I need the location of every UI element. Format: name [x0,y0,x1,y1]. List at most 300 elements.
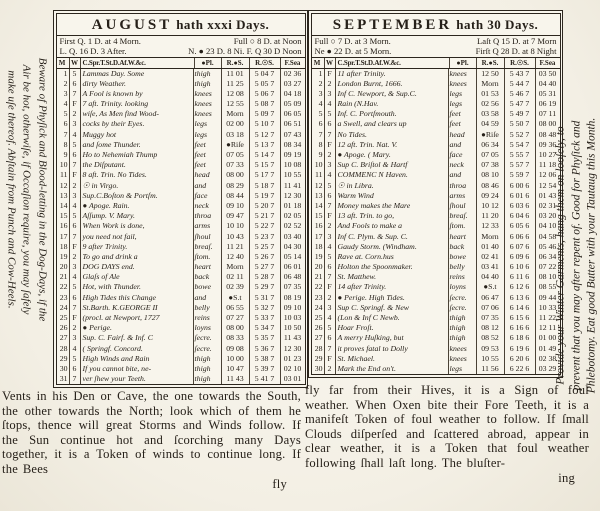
sun-rise-set: 5 44 7 [505,79,536,89]
day-number: 29 [57,354,70,364]
day-notes: cocks by their Eyes. [81,119,194,129]
day-notes: wiſe, As Men find Wood- [81,109,194,119]
calendar-day-row [57,242,305,252]
day-number: 22 [57,282,70,292]
sun-rise-set: 5 12 7 [250,130,281,140]
column-header-cell: R.☉S. [250,58,281,68]
sun-rise-set: 6 19 6 [505,344,536,354]
weekday-letter: 5 [70,140,81,150]
day-notes: Sup C. Springf. & New [336,303,449,313]
day-number: 19 [312,252,325,262]
day-notes: Lammas Day. Some [81,69,194,79]
moon-place: back [449,242,477,252]
calendar-day-row [312,344,560,354]
day-number: 24 [57,303,70,313]
full-sea-time: 04 40 [538,78,557,88]
moon-time: 08 12 [477,323,505,333]
sun-rise-set: 5 05 7 [250,79,281,89]
column-header-cell: F.Sea [284,58,301,67]
sun-rise-set: 5 39 7 [250,364,281,374]
day-number: 10 [57,160,70,170]
moon-time: 08 33 [222,333,250,343]
weekday-letter: F [70,99,81,109]
moon-time: 09 08 [222,344,250,354]
column-header-cell: W [325,58,336,68]
day-notes: Inf. C. Portſmouth. [336,109,449,119]
moon-time: 06 34 [477,140,505,150]
full-sea-time: 07 22 [538,262,557,272]
sun-rise-set: 5 43 7 [505,69,536,79]
day-notes: 9 after Trinity. [81,242,194,252]
moon-place: ſecre. [194,333,222,343]
moon-time: 08 46 [477,181,505,191]
day-notes: St.Barth. K.GEORGE II [81,303,194,313]
full-sea-time: 03 40 [283,231,302,241]
day-notes: it proves fatal to Dolly [336,344,449,354]
margin-note-line: Beware of Phyſick and Blood-letting in the Dog-Days, if the [36,57,49,322]
moon-time: ●Riſe [477,130,505,140]
weekday-letter: 2 [70,109,81,119]
day-notes: London Burnt, 1666. [336,79,449,89]
full-sea-time: 07 11 [538,109,557,119]
right-margin-note [554,56,600,456]
moon-place: head [194,170,222,180]
weekday-letter: 3 [70,191,81,201]
day-number: 29 [312,354,325,364]
weekday-letter: 3 [325,303,336,313]
paragraph-text: fly far from their Hives, it is a Sign of foul weather. When Oxen bite their Fore Teeth, it is a manifeſt Token of foul weather to follow. If ſmall Clouds diſperſed and ſcattered abroad, appear in clear weather, it is a Token that foul weather following ſhall laſt long. The bluſter- [305,383,589,470]
weekday-letter: 4 [325,242,336,252]
phase-entry: Full ○ 7 D. at 3 Morn. [314,35,391,46]
moon-time: 03 18 [222,130,250,140]
moon-place: knees [194,109,222,119]
moon-time: 10 43 [222,232,250,242]
full-sea-time: 06 05 [283,109,302,119]
sun-rise-set: 6 07 6 [505,242,536,252]
calendar-day-row [312,221,560,231]
phase-line [315,36,557,47]
day-notes: Sup. C. Fairf. & Inf. C [81,333,194,343]
calendar-day-row [57,313,305,323]
moon-place: back [194,272,222,282]
sun-rise-set: 5 27 7 [250,262,281,272]
column-header-cell: C.Spr.T.St.D.Af.W.&c. [336,58,450,68]
sun-rise-set: 5 04 7 [250,69,281,79]
day-number: 3 [312,89,325,99]
day-notes: Inf C. Newport, & Sup.C. [336,89,449,99]
day-number: 25 [312,313,325,323]
moon-place: neck [194,201,222,211]
month-title-rest: hath xxxi Days. [176,16,270,32]
calendar-day-row [57,272,305,282]
day-notes: COMMENC N Haven. [336,170,449,180]
moon-time: 08 00 [222,170,250,180]
day-number: 4 [57,99,70,109]
full-sea-time: 05 46 [538,241,557,251]
moon-place: loyns [194,323,222,333]
weekday-letter: 3 [325,160,336,170]
calendar-day-row [57,354,305,364]
day-notes: 13 aft. Trin. to go, [336,211,449,221]
moon-time: 12 40 [222,252,250,262]
day-number: 17 [57,232,70,242]
sun-rise-set: 5 15 7 [250,160,281,170]
day-number: 12 [312,181,325,191]
calendar-day-row [57,333,305,343]
sun-rise-set: 5 21 7 [250,211,281,221]
moon-time: 03 41 [477,262,505,272]
weekday-letter: 6 [325,262,336,272]
weekday-letter: F [70,313,81,323]
moon-place: belly [449,262,477,272]
moon-place: ſecre. [194,344,222,354]
moon-time: 11 25 [222,79,250,89]
full-sea-time: 07 43 [283,129,302,139]
moon-time: 08 44 [222,191,250,201]
weekday-letter: 2 [70,181,81,191]
calendar-day-row [312,211,560,221]
paragraph-text: Vents in his Den or Cave, the one towards the South, the other towards the North; look which of them he ſtops, thence will great Storms and Winds follow. If the Sun continue hot and ſcorching many Days together, it is a Token of winds to continue long. If the Bees [2,389,301,476]
day-number: 8 [312,140,325,150]
full-sea-time: 10 55 [283,170,302,180]
day-number: 5 [57,109,70,119]
sun-rise-set: 6 09 6 [505,252,536,262]
moon-time: 08 52 [477,333,505,343]
day-notes: ● Apoge. Rain. [81,201,194,211]
weekday-letter: 6 [70,79,81,89]
column-header-cell: R.☉S. [505,58,536,68]
weekday-letter: 6 [70,150,81,160]
day-notes: When Work is done, [81,221,194,231]
full-sea-time: 12 11 [538,323,557,333]
sun-rise-set: 5 18 7 [250,181,281,191]
weekday-letter: 2 [70,252,81,262]
moon-time: 09 47 [222,211,250,221]
calendar-rows [312,69,560,375]
phase-entry: N. ● 23 D. 8 Ni. F. Q 30 D Noon [188,46,302,56]
day-number: 19 [57,252,70,262]
calendar-day-row [312,293,560,303]
day-number: 2 [57,79,70,89]
calendar-rows [57,69,305,385]
day-number: 9 [57,150,70,160]
sun-rise-set: 5 36 7 [250,344,281,354]
sun-rise-set: 5 13 7 [250,140,281,150]
full-sea-time: 11 18 [538,160,557,170]
sun-rise-set: 6 06 6 [505,232,536,242]
weekday-letter: 7 [70,303,81,313]
day-notes: High Winds and Rain [81,354,194,364]
weekday-letter: 7 [70,89,81,99]
sun-rise-set: 5 54 7 [505,140,536,150]
calendar-day-row [57,191,305,201]
phase-line [60,36,302,47]
day-notes: Warm Wind [336,191,449,201]
column-header-row [312,58,560,69]
weekday-letter: 4 [325,99,336,109]
sun-rise-set: 5 59 7 [505,170,536,180]
full-sea-time: 03 01 [283,374,302,384]
moon-time: 10 00 [222,354,250,364]
moon-time: 02 11 [222,272,250,282]
day-notes: To go and drink a [81,252,194,262]
sun-rise-set: 5 25 7 [250,242,281,252]
full-sea-time: 12 54 [538,180,557,190]
day-number: 1 [312,69,325,79]
moon-time: Morn [477,232,505,242]
full-sea-time: 12 30 [283,190,302,200]
moon-place: knees [194,99,222,109]
day-number: 15 [57,211,70,221]
moon-place: ſtom. [449,221,477,231]
day-number: 13 [312,191,325,201]
day-notes: 12 aft. Trin. Nat. V. [336,140,449,150]
weekday-letter: 4 [70,201,81,211]
calendar-day-row [312,364,560,374]
phase-entry: Laſt Q 15 D. at 7 Morn [477,35,557,46]
moon-time: Morn [222,109,250,119]
day-number: 26 [312,323,325,333]
day-notes: St. Michael. [336,354,449,364]
margin-note-line: prevent that you may after repent of. Good for Phyſick and [570,120,582,391]
day-notes: ● Perige. [81,323,194,333]
sun-rise-set: 5 08 7 [250,99,281,109]
sun-rise-set: 5 23 7 [250,232,281,242]
calendar-day-row [312,150,560,160]
weekday-letter: 5 [325,323,336,333]
day-number: 11 [312,170,325,180]
day-notes: the Diſputant. [81,160,194,170]
moon-time: 11 01 [222,69,250,79]
phase-entry: Full ○ 8 D. at Noon [233,35,302,46]
moon-place: thigh [194,79,222,89]
calendar-day-row [57,221,305,231]
full-sea-time: 07 35 [283,282,302,292]
full-sea-time: 03 29 [538,363,557,373]
day-number: 16 [57,221,70,231]
full-sea-time: 06 01 [283,262,302,272]
calendar-day-row [57,364,305,374]
moon-place: throa [194,211,222,221]
day-notes: If you cannot bite, ne- [81,364,194,374]
sun-rise-set: 5 32 7 [250,303,281,313]
moon-time: 09 53 [477,344,505,354]
calendar-day-row [312,160,560,170]
calendar-day-row [57,293,305,303]
day-notes: Holton the Spoonmaker. [336,262,449,272]
full-sea-time: 03 20 [538,211,557,221]
day-number: 9 [312,150,325,160]
moon-place: legs [449,89,477,99]
weekday-letter: 7 [70,160,81,170]
moon-time: 10 12 [477,201,505,211]
weekday-letter: 5 [325,252,336,262]
calendar-day-row [312,323,560,333]
full-sea-time: 06 48 [283,272,302,282]
calendar-day-row [57,109,305,119]
moon-place: face [194,191,222,201]
full-sea-time: 03 27 [283,78,302,88]
weekday-letter: 2 [325,221,336,231]
day-notes: 11 after Trinity. [336,69,449,79]
day-notes: Rain (N.Hav. [336,99,449,109]
calendar-day-row [312,313,560,323]
day-notes: Sup C. Briſtol & Hartf [336,160,449,170]
weekday-letter: 2 [325,79,336,89]
day-number: 20 [312,262,325,272]
day-number: 21 [57,272,70,282]
sun-rise-set: 6 18 6 [505,333,536,343]
weekday-letter: 2 [70,323,81,333]
full-sea-time: 10 33 [538,302,557,312]
full-sea-time: 04 18 [283,88,302,98]
day-number: 18 [312,242,325,252]
calendar-day-row [57,252,305,262]
calendar-day-row [312,262,560,272]
moon-time: 08 10 [477,170,505,180]
moon-time: ●S.t [222,293,250,303]
phase-line [315,46,557,57]
day-notes: Ho to Nehemiah Thump [81,150,194,160]
moon-place: thigh [194,69,222,79]
calendar-day-row [57,344,305,354]
weekday-letter: 6 [325,333,336,343]
calendar-day-row [312,191,560,201]
day-number: 30 [57,364,70,374]
day-number: 18 [57,242,70,252]
sun-rise-set: 5 22 7 [250,221,281,231]
calendar-frame [311,13,561,376]
full-sea-time: 05 14 [283,251,302,261]
day-notes: you need not fail, [81,232,194,242]
day-notes: Money makes the Mare [336,201,449,211]
day-number: 7 [57,130,70,140]
moon-place: loyns [449,282,477,292]
day-notes: Glaſs of Ale [81,272,194,282]
column-header-cell: W [70,58,81,68]
calendar-day-row [57,282,305,292]
day-notes: Inf C. Plym. & Sup. C. [336,232,449,242]
moon-time: ●S.t [477,282,505,292]
day-notes: Muggy hot [81,130,194,140]
moon-time: 04 40 [477,272,505,282]
full-sea-time: 01 43 [538,190,557,200]
day-notes: A merry Huſking, but [336,333,449,343]
moon-place: reins [194,313,222,323]
moon-time: 11 20 [477,211,505,221]
weekday-letter: F [325,140,336,150]
weekday-letter: 6 [70,221,81,231]
day-notes: Hot, with Thunder. [81,282,194,292]
moon-place: feet [449,119,477,129]
moon-time: 10 55 [477,354,505,364]
calendar-day-row [57,150,305,160]
month-title-rest: hath 30 Days. [456,16,539,32]
day-number: 6 [57,119,70,129]
sun-rise-set: 6 10 6 [505,262,536,272]
calendar-day-row [57,211,305,221]
moon-time: 07 06 [477,303,505,313]
sun-rise-set: 5 34 7 [250,323,281,333]
moon-place: face [449,150,477,160]
calendar-day-row [57,140,305,150]
phase-entry: First Q. 1 D. at 4 Morn. [59,35,141,46]
sun-rise-set: 5 38 7 [250,354,281,364]
day-number: 5 [312,109,325,119]
weekday-letter: 5 [70,354,81,364]
day-notes: And Fools to make a [336,221,449,231]
moon-time: 02 39 [222,282,250,292]
moon-place: and [194,181,222,191]
weekday-letter: 5 [325,109,336,119]
sun-rise-set: 6 13 6 [505,293,536,303]
day-number: 14 [57,201,70,211]
full-sea-time: 05 09 [283,99,302,109]
day-number: 16 [312,221,325,231]
weekday-letter: 7 [325,130,336,140]
sun-rise-set: 5 33 7 [250,313,281,323]
day-notes: ● Perige. High Tides. [336,293,449,303]
weather-lore-paragraph-left [2,389,301,491]
day-number: 11 [57,170,70,180]
moon-time: 07 35 [477,313,505,323]
calendar-day-row [312,282,560,292]
weekday-letter: 6 [325,119,336,129]
day-notes: (procl. at Newport, 1727 [81,313,194,323]
moon-place: knees [449,69,477,79]
day-number: 21 [312,272,325,282]
moon-time: 03 58 [477,109,505,119]
day-notes: ☉ in Libra. [336,181,449,191]
left-margin-note [3,25,50,355]
moon-time: Morn [222,262,250,272]
day-number: 30 [312,364,325,374]
moon-place: arms [194,221,222,231]
calendar-day-row [312,252,560,262]
moon-place: ſecre. [449,303,477,313]
moon-place: ſtom. [194,252,222,262]
weekday-letter: 4 [325,313,336,323]
column-header-cell: F.Sea [539,58,556,67]
moon-time: 10 47 [222,364,250,374]
calendar-day-row [312,272,560,282]
sun-rise-set: 5 28 7 [250,272,281,282]
calendar-day-row [57,79,305,89]
moon-time: 11 43 [222,374,250,384]
calendar-page-august [53,10,308,388]
sun-rise-set: 5 35 7 [250,333,281,343]
moon-time: 02 41 [477,252,505,262]
day-number: 10 [312,160,325,170]
calendar-day-row [312,181,560,191]
calendar-day-row [312,130,560,140]
sun-rise-set: 5 17 7 [250,170,281,180]
sun-rise-set: 5 47 7 [505,99,536,109]
weekday-letter: 3 [325,89,336,99]
full-sea-time: 02 31 [538,200,557,210]
phase-entry: L. Q. 16 D. 3 After. [59,46,127,56]
weekday-letter: 3 [70,262,81,272]
moon-time: 07 05 [477,150,505,160]
weekday-letter: 7 [70,232,81,242]
calendar-day-row [312,99,560,109]
weekday-letter: F [70,242,81,252]
full-sea-time: 10 08 [283,160,302,170]
full-sea-time: 04 10 [538,221,557,231]
full-sea-time: 08 48 [538,129,557,139]
full-sea-time: 12 06 [538,170,557,180]
weekday-letter: 7 [325,272,336,282]
